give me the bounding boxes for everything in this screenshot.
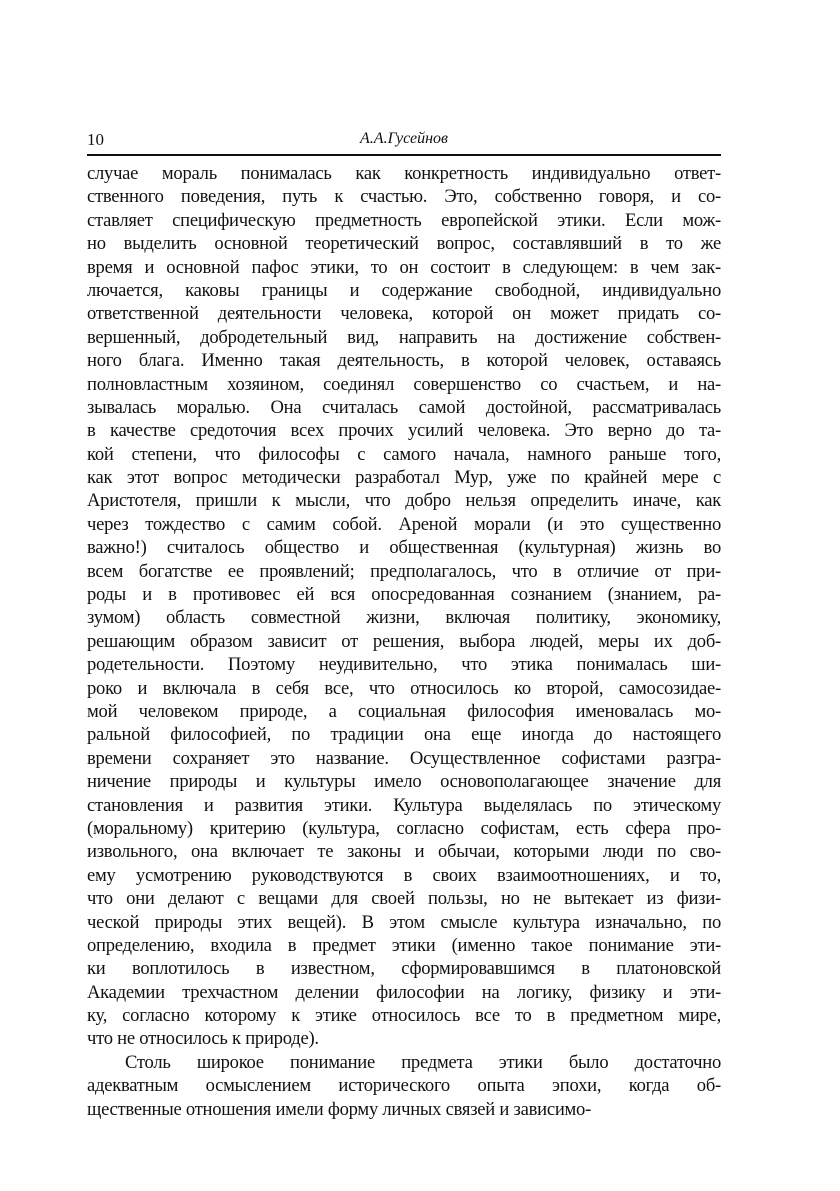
text-line: щественные отношения имели форму личных связей и зависимо- — [87, 1098, 592, 1120]
running-head — [87, 128, 721, 156]
body-text — [87, 162, 721, 1121]
text-line: время и основной пафос этики, то он состоит в следующем: в чем зак- — [87, 256, 721, 278]
text-line: ки воплотилось в известном, сформировавшимся в платоновской — [87, 958, 721, 980]
text-line: определению, входила в предмет этики (именно такое понимание эти- — [87, 934, 721, 956]
text-line: случае мораль понималась как конкретность индивидуально ответ- — [87, 163, 721, 184]
text-line: ему усмотрению руководствуются в своих взаимоотношениях, и то, — [87, 864, 721, 886]
text-line: решающим образом зависит от решения, выбора людей, меры их доб- — [87, 630, 721, 652]
text-line: полновластным хозяином, соединял совершенство со счастьем, и на- — [87, 373, 721, 395]
text-line: (моральному) критерию (культура, согласно софистам, есть сфера про- — [87, 817, 721, 839]
text-line: через тождество с самим собой. Ареной морали (и это существенно — [87, 513, 721, 535]
text-line: времени сохраняет это название. Осуществленное софистами разгра- — [87, 747, 721, 769]
text-line: важно!) считалось общество и общественная (культурная) жизнь во — [87, 537, 721, 559]
paragraph — [87, 162, 721, 1051]
text-line: ральной философией, по традиции она еще иногда до настоящего — [87, 724, 721, 746]
text-line: зумом) область совместной жизни, включая политику, экономику, — [87, 607, 721, 629]
text-line: ставляет специфическую предметность европейской этики. Если мож- — [87, 209, 721, 231]
text-line: ческой природы этих вещей). В этом смысле культура изначально, по — [87, 911, 721, 933]
book-page — [87, 128, 721, 1121]
text-line: ответственной деятельности человека, которой он может придать со- — [87, 303, 721, 325]
text-line: в качестве средоточия всех прочих усилий человека. Это верно до та- — [87, 420, 721, 442]
page-number: 10 — [87, 130, 104, 149]
text-line: становления и развития этики. Культура выделялась по этическому — [87, 794, 721, 816]
text-line: роко и включала в себя все, что относилось ко второй, самосозидае- — [87, 677, 721, 699]
text-line: вершенный, добродетельный вид, направить на достижение собствен- — [87, 326, 721, 348]
text-line: мой человеком природе, а социальная философия именовалась мо- — [87, 700, 721, 722]
text-line: Академии трехчастном делении философии на логику, физику и эти- — [87, 981, 721, 1003]
text-line: ничение природы и культуры имело основополагающее значение для — [87, 771, 721, 793]
text-line: ного блага. Именно такая деятельность, в которой человек, оставаясь — [87, 350, 721, 372]
text-line: кой степени, что философы с самого начала, намного раньше того, — [87, 443, 721, 465]
text-line: зывалась моралью. Она считалась самой достойной, рассматривалась — [87, 396, 721, 418]
paragraph — [87, 1051, 721, 1121]
text-line: ственного поведения, путь к счастью. Это, собственно говоря, и со- — [87, 186, 721, 208]
text-line: Столь широкое понимание предмета этики было достаточно — [125, 1051, 721, 1073]
text-line: родетельности. Поэтому неудивительно, что этика понималась ши- — [87, 654, 721, 676]
text-line: всем богатстве ее проявлений; предполагалось, что в отличие от при- — [87, 560, 721, 582]
text-line: но выделить основной теоретический вопрос, составлявший в то же — [87, 233, 721, 255]
text-line: что не относилось к природе). — [87, 1028, 319, 1050]
text-line: извольного, она включает те законы и обычаи, которыми люди по сво- — [87, 841, 721, 863]
text-line: как этот вопрос методически разработал Мур, уже по крайней мере с — [87, 467, 721, 489]
text-line: Аристотеля, пришли к мысли, что добро нельзя определить иначе, как — [87, 490, 721, 512]
text-line: лючается, каковы границы и содержание свободной, индивидуально — [87, 279, 721, 301]
text-line: ку, согласно которому к этике относилось все то в предметном мире, — [87, 1005, 721, 1027]
running-head-author: А.А.Гусейнов — [360, 130, 448, 147]
text-line: адекватным осмыслением исторического опыта эпохи, когда об- — [87, 1075, 721, 1097]
text-line: роды и в противовес ей вся опосредованная сознанием (знанием, ра- — [87, 584, 721, 606]
text-line: что они делают с вещами для своей пользы, но не вытекает из физи- — [87, 888, 721, 910]
